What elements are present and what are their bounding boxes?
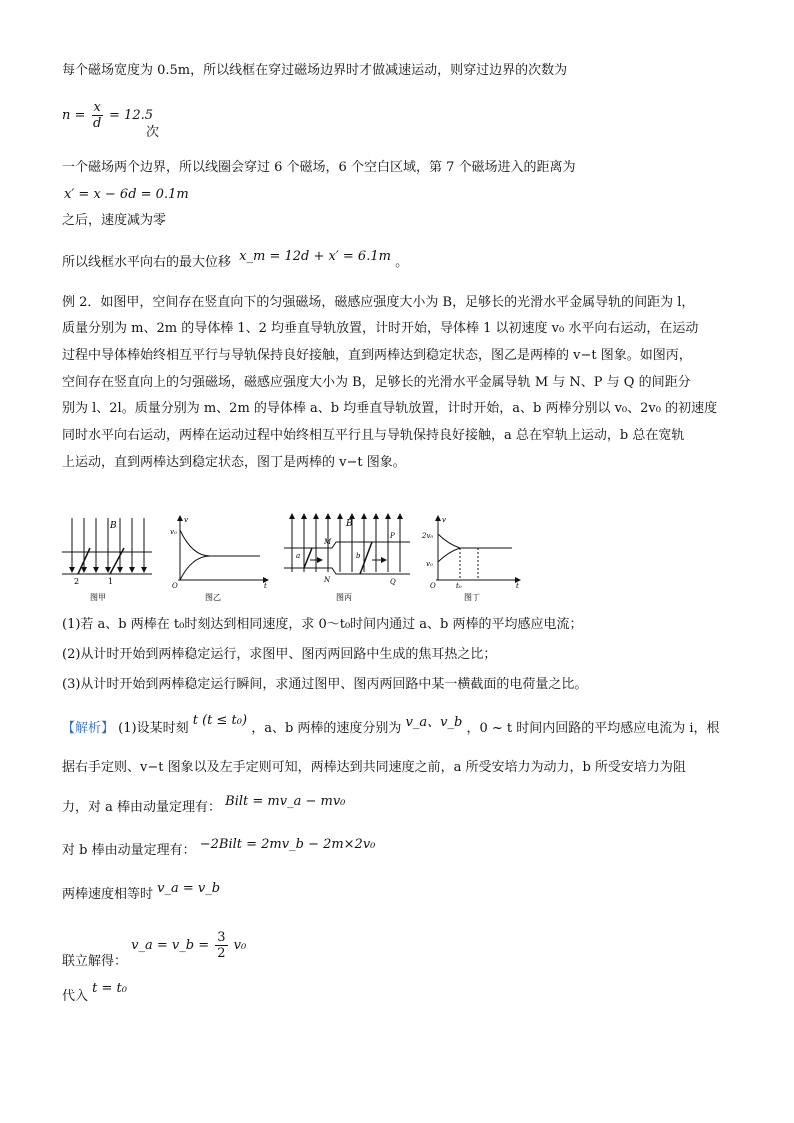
label-Q: Q (390, 578, 396, 586)
figure-bing (284, 514, 410, 602)
text-segment: 所以线框水平向右的最大位移 (62, 255, 232, 270)
label-rod-2: 2 (74, 577, 80, 586)
math-va-vb: v_a、v_b (405, 715, 463, 730)
fraction (92, 100, 103, 131)
axis-v: v (442, 516, 446, 524)
text-segment: 两棒速度相等时 (62, 887, 154, 902)
question-1: (1)若 a、b 两棒在 t₀时刻达到相同速度，求 0～t₀时间内通过 a、b 两棒的平均感应电流； (62, 617, 583, 632)
max-displacement-line (62, 249, 409, 274)
origin-O: O (430, 582, 436, 590)
figure-jia (62, 518, 152, 602)
eq-lhs: v_a = v_b = (131, 938, 210, 953)
label-M: M (324, 538, 332, 546)
text-segment: 联立解得： (62, 954, 128, 969)
analysis-line-3 (62, 794, 346, 819)
equation-b-momentum: −2Bilt = 2mv_b − 2m×2v₀ (199, 837, 376, 852)
label-B: B (346, 519, 353, 529)
analysis-line-4 (62, 837, 376, 862)
origin-O: O (172, 582, 178, 590)
label-P: P (390, 532, 395, 540)
equation-n (62, 100, 153, 140)
eq-v0: v₀ (233, 938, 247, 953)
text-segment: ，a、b 两棒的速度分别为 (251, 721, 402, 736)
analysis-line-2: 据右手定则、v−t 图象以及左手定则可知，两棒达到共同速度之前，a 所受安培力为动力，b 所受安培力为阻 (62, 760, 686, 775)
equation-xm: x_m = 12d + x′ = 6.1m (239, 249, 391, 264)
fraction-numerator: 3 (217, 930, 226, 945)
equation-a-momentum: Bilt = mv_a − mv₀ (225, 794, 346, 809)
caption-bing: 图丙 (336, 593, 352, 602)
fraction (215, 930, 227, 961)
example-line-3: 过程中导体棒始终相互平行与导轨保持良好接触，直到两棒达到稳定状态，图乙是两棒的 v−t 图象。如图丙， (62, 348, 692, 363)
period: 。 (395, 255, 409, 270)
analysis-line-1 (62, 713, 720, 740)
figure-ding (421, 516, 520, 602)
analysis-line-7 (62, 981, 127, 1008)
fraction-numerator: x (93, 100, 101, 115)
text-segment: 对 b 棒由动量定理有： (62, 843, 196, 858)
label-N: N (324, 576, 331, 584)
example-line-7: 上运动，直到两棒达到稳定状态，图丁是两棒的 v−t 图象。 (62, 455, 406, 470)
equation-xprime: x′ = x − 6d = 0.1m (64, 187, 189, 202)
tick-v0: v₀ (170, 528, 177, 536)
figure-strip (60, 508, 530, 604)
caption-ding: 图丁 (464, 593, 480, 602)
question-2: (2)从计时开始到两棒稳定运行，求图甲、图丙两回路中生成的焦耳热之比； (62, 647, 497, 662)
caption-yi: 图乙 (205, 593, 221, 602)
tick-2v0: 2v₀ (422, 532, 434, 540)
eq-lhs: n = (62, 108, 86, 123)
example-line-2: 质量分别为 m、2m 的导体棒 1、2 均垂直导轨放置，计时开始，导体棒 1 以初速度 v₀ 水平向右运动，在运动 (62, 321, 699, 336)
example-line-6: 同时水平向右运动，两棒在运动过程中始终相互平行且与导轨保持良好接触，a 总在窄轨上运动，b 总在宽轨 (62, 428, 685, 443)
tick-v0: v₀ (426, 560, 433, 568)
label-a: a (296, 552, 301, 560)
text-segment: (1)设某时刻 (118, 721, 189, 736)
eq-rhs: = 12.5 (109, 108, 154, 123)
example-line-5: 别为 l、2l。质量分别为 m、2m 的导体棒 a、b 均垂直导轨放置，计时开始，a、b 两棒分别以 v₀、2v₀ 的初速度 (62, 401, 718, 416)
question-3: (3)从计时开始到两棒稳定运行瞬间，求通过图甲、图丙两回路中某一横截面的电荷量之比。 (62, 677, 588, 692)
example-line-1: 例 2．如图甲，空间存在竖直向下的匀强磁场，磁感应强度大小为 B，足够长的光滑水平金属导轨的间距为 l， (62, 295, 695, 310)
tick-t0: t₀ (456, 582, 462, 590)
label-B: B (110, 521, 117, 531)
caption-jia: 图甲 (90, 593, 106, 602)
fraction-denominator: d (93, 116, 102, 131)
text-line: 每个磁场宽度为 0.5m，所以线框在穿过磁场边界时才做减速运动，则穿过边界的次数为 (62, 63, 568, 78)
axis-v: v (184, 516, 188, 524)
text-segment: 代入 (62, 989, 89, 1004)
unit-ci: 次 (146, 125, 160, 140)
text-segment: 力，对 a 棒由动量定理有： (62, 800, 222, 815)
figure-yi (170, 516, 268, 602)
text-segment: ，0 ~ t 时间内回路的平均感应电流为 i，根 (466, 721, 720, 736)
equation-equal-speed: v_a = v_b (157, 881, 221, 896)
fraction-denominator: 2 (217, 946, 226, 961)
analysis-line-6 (62, 930, 246, 970)
equation-t-t0: t = t₀ (92, 981, 127, 996)
text-line: 之后，速度减为零 (62, 213, 167, 228)
example-line-4: 空间存在竖直向上的匀强磁场，磁感应强度大小为 B，足够长的光滑水平金属导轨 M 与 N、P 与 Q 的间距分 (62, 375, 691, 390)
analysis-tag: 【解析】 (62, 721, 115, 736)
text-line: 一个磁场两个边界，所以线圈会穿过 6 个磁场，6 个空白区域，第 7 个磁场进入的距离为 (62, 160, 576, 175)
analysis-line-5 (62, 881, 221, 906)
axis-t: t (516, 582, 519, 590)
math-t: t (t ≤ t₀) (192, 713, 248, 728)
label-b: b (356, 552, 361, 560)
label-rod-1: 1 (108, 577, 114, 586)
axis-t: t (264, 582, 267, 590)
